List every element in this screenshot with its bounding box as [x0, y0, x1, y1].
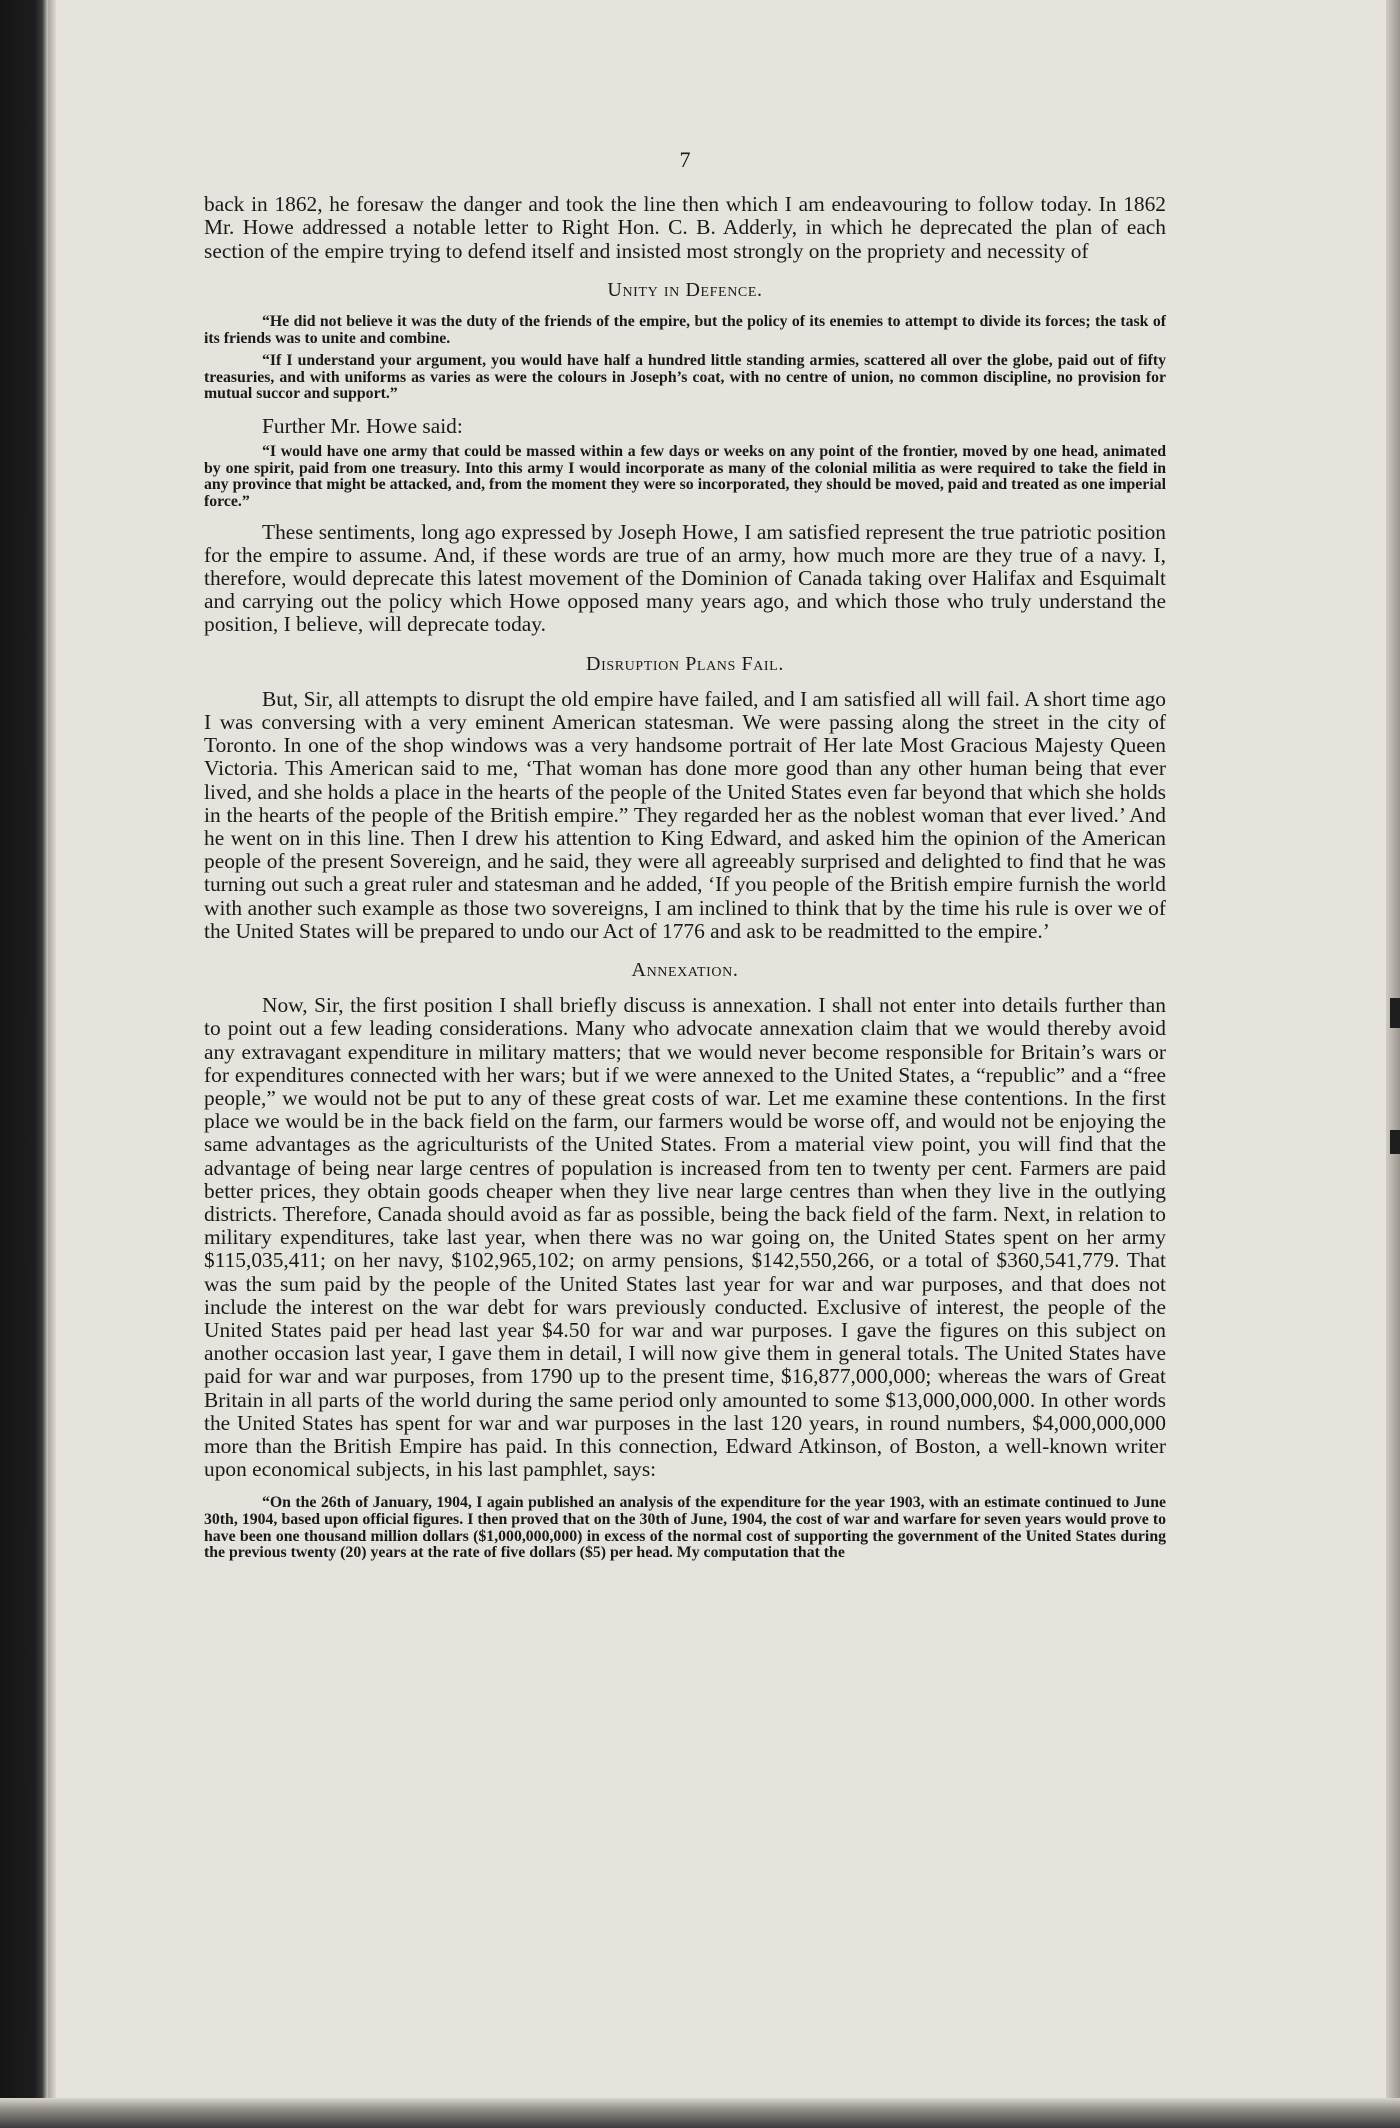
paragraph: Further Mr. Howe said: — [262, 413, 463, 438]
page-number: 7 — [679, 147, 691, 172]
block-quote: “He did not believe it was the duty of the friends of the empire, but the policy of its enemies to attempt to divide its forces; the task of its friends was to unite and combine. — [204, 313, 1166, 347]
paragraph: But, Sir, all attempts to disrupt the old empire have failed, and I am satisfied all will fail. A short time ago I was conversing with a very eminent American statesman. We were passing along the street in the city of Toronto. In one of the shop windows was a very handsome portrait of Her late Most Gracious Majesty Queen Victoria. This American said to me, ‘That woman has done more good than any other human being that ever lived, and she holds a place in the hearts of the people of the United States even far beyond that which she holds in the hearts of the people of the British empire.” They regarded her as the noblest woman that ever lived.’ And he went on in this line. Then I drew his attention to King Edward, and asked him the opinion of the American people of the present Sovereign, and he said, they were all agreeably surprised and delighted to find that he was turning out such a great ruler and statesman and he added, ‘If you people of the British empire furnish the world with another such example as those two sovereigns, I am inclined to think that by the time his rule is over we of the United States will be prepared to undo our Act of 1776 and ask to be readmitted to the empire.’ — [204, 686, 1166, 943]
page-edge-tab — [1390, 998, 1400, 1028]
page-text-block — [204, 148, 1166, 1562]
book-spine-edge — [0, 0, 48, 2128]
block-quote: “I would have one army that could be massed within a few days or weeks on any point of the frontier, moved by one head, animated by one spirit, paid from one treasury. Into this army I would incorporate as many of the colonial militia as were required to take the field in any province that might be attacked, and, from the moment they were so incorporated, they should be moved, paid and treated as one imperial force.” — [204, 443, 1166, 510]
page-bottom-edge — [0, 2098, 1400, 2128]
page-edge-tab — [1390, 1130, 1400, 1154]
paragraph: Now, Sir, the first position I shall briefly discuss is annexation. I shall not enter into details further than to point out a few leading considerations. Many who advocate annexation claim that we would thereby avoid any extravagant expenditure in military matters; that we would never become responsible for Britain’s wars or for expenditures connected with her wars; but if we were annexed to the United States, a “republic” and a “free people,” we would not be put to any of these great costs of war. Let me examine these contentions. In the first place we would be in the back field on the farm, our farmers would be worse off, and would not be enjoying the same advantages as the agriculturists of the United States. From a material view point, you will find that the advantage of being near large centres of population is increased from ten to twenty per cent. Farmers are paid better prices, they obtain goods cheaper when they live near large centres than when they live in the outlying districts. Therefore, Canada should avoid as far as possible, being the back field of the farm. Next, in relation to military expenditures, take last year, when there was no war going on, the United States spent on her army $115,035,411; on her navy, $102,965,102; on army pensions, $142,550,266, or a total of $360,541,779. That was the sum paid by the people of the United States last year for war and war purposes, and that does not include the interest on the war debt for wars previously conducted. Exclusive of interest, the people of the United States paid per head last year $4.50 for war and war purposes. I gave the figures on this subject on another occasion last year, I gave them in detail, I will now give them in general totals. The United States have paid for war and war purposes, from 1790 up to the present time, $16,877,000,000; whereas the wars of Great Britain in all parts of the world during the same period only amounted to some $13,000,000,000. In other words the United States has spent for war and war purposes in the last 120 years, in round numbers, $4,000,000,000 more than the British Empire has paid. In this connection, Edward Atkinson, of Boston, a well-known writer upon economical subjects, in his last pamphlet, says: — [204, 993, 1166, 1482]
block-quote: “On the 26th of January, 1904, I again published an analysis of the expenditure for the year 1903, with an estimate continued to June 30th, 1904, based upon official figures. I then proved that on the 30th of June, 1904, the cost of war and warfare for seven years would prove to have been one thousand million dollars ($1,000,000,000) in excess of the normal cost of supporting the government of the United States during the previous twenty (20) years at the rate of five dollars ($5) per head. My computation that the — [204, 1494, 1166, 1562]
page-gutter — [48, 0, 56, 2128]
paragraph: back in 1862, he foresaw the danger and took the line then which I am endeavouring to follow today. In 1862 Mr. Howe addressed a notable letter to Right Hon. C. B. Adderly, in which he deprecated the plan of each section of the empire trying to defend itself and insisted most strongly on the propriety and necessity of — [204, 192, 1166, 263]
paragraph: These sentiments, long ago expressed by Joseph Howe, I am satisfied represent the true patriotic position for the empire to assume. And, if these words are true of an army, how much more are they true of a navy. I, therefore, would deprecate this latest movement of the Dominion of Canada taking over Halifax and Esquimalt and carrying out the policy which Howe opposed many years ago, and which those who truly understand the position, I believe, will deprecate today. — [204, 519, 1166, 637]
section-heading: Unity in Defence. — [607, 278, 763, 301]
block-quote: “If I understand your argument, you would have half a hundred little standing armies, scattered all over the globe, paid out of fifty treasuries, and with uniforms as varies as were the colours in Joseph’s coat, with no centre of union, no common discipline, no provision for mutual succor and support.” — [204, 352, 1166, 403]
section-heading: Annexation. — [631, 959, 739, 982]
section-heading: Disruption Plans Fail. — [586, 652, 784, 675]
page-right-edge — [1386, 0, 1400, 2128]
